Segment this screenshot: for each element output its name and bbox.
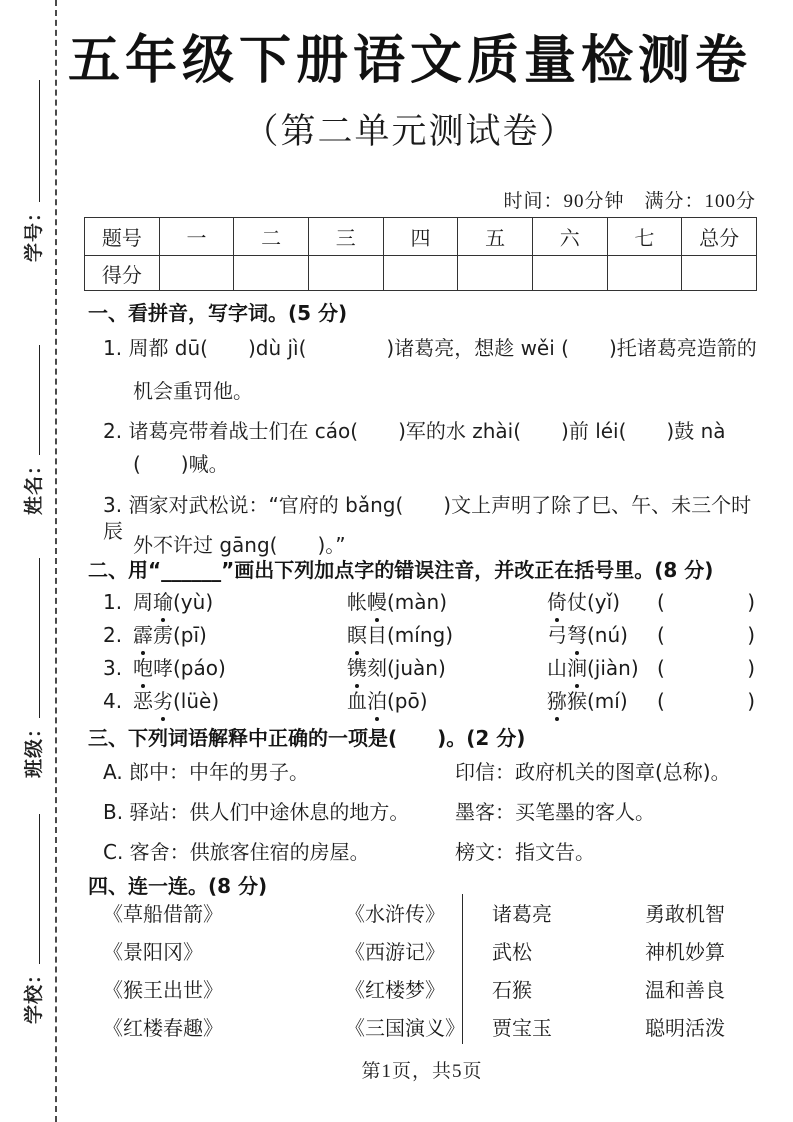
- book-chapter-title: 《猴王出世》: [103, 978, 223, 1002]
- score-table-header-cell: 七: [607, 218, 682, 256]
- word-item: [133, 589, 347, 615]
- word-pinyin: (míng): [387, 623, 454, 647]
- character-name: 武松: [492, 940, 532, 964]
- section-two-heading: 二、用“______”画出下列加点字的错误注音，并改正在括号里。(8 分): [88, 558, 714, 582]
- word-text: 刻: [367, 656, 387, 680]
- book-chapter-title: 《景阳冈》: [103, 940, 203, 964]
- choice-row-a: [103, 759, 758, 785]
- dotted-char: 霹: [133, 623, 153, 647]
- dotted-char: 弩: [567, 623, 587, 647]
- score-label-cell: 得分: [85, 256, 160, 291]
- dotted-char: 倚: [547, 590, 567, 614]
- page-title: 五年级下册语文质量检测卷: [67, 33, 752, 90]
- pinyin-correction-row: [103, 688, 755, 714]
- dotted-char: 瑜: [153, 590, 173, 614]
- word-text: 周: [133, 590, 153, 614]
- school-label: 学校：: [23, 963, 45, 1024]
- score-table-header-cell: 三: [308, 218, 383, 256]
- class-label: 班级：: [23, 717, 45, 778]
- character-trait: 勇敢机智: [645, 902, 725, 926]
- answer-parentheses: [657, 688, 755, 714]
- word-text: 雳: [153, 623, 173, 647]
- score-table-header-cell: 五: [458, 218, 533, 256]
- word-pinyin: (pī): [173, 623, 207, 647]
- paren-open: (: [657, 590, 665, 614]
- score-table-header-cell: 四: [383, 218, 458, 256]
- score-empty-cell: [383, 256, 458, 291]
- word-pinyin: (màn): [387, 590, 448, 614]
- score-empty-cell: [607, 256, 682, 291]
- margin-field-school: [19, 814, 45, 1024]
- character-trait: 聪明活泼: [645, 1016, 725, 1040]
- dotted-char: 幔: [367, 590, 387, 614]
- section-four-heading: 四、连一连。(8 分): [88, 874, 268, 898]
- page-number-footer: 第1页，共5页: [361, 1061, 483, 1082]
- word-text: 仗: [567, 590, 587, 614]
- score-empty-cell: [234, 256, 309, 291]
- choice-left: A. 郎中：中年的男子。: [103, 760, 310, 784]
- score-empty-cell: [159, 256, 234, 291]
- class-blank: [25, 558, 40, 718]
- dotted-char: 劣: [153, 689, 173, 713]
- student-id-label: 学号：: [23, 201, 45, 262]
- score-empty-cell: [682, 256, 757, 291]
- word-text: 目: [367, 623, 387, 647]
- page-subtitle: （第二单元测试卷）: [243, 112, 577, 151]
- paren-open: (: [657, 623, 665, 647]
- dotted-char: 涧: [567, 656, 587, 680]
- section-one-item2-line1: 2. 诸葛亮带着战士们在 cáo( )军的水 zhài( )前 léi( )鼓 nà: [103, 419, 726, 443]
- pinyin-correction-row: [103, 589, 755, 615]
- word-text: 恶: [133, 689, 153, 713]
- choice-row-b: [103, 799, 758, 825]
- answer-parentheses: [657, 589, 755, 615]
- word-pinyin: (lüè): [173, 689, 220, 713]
- pinyin-correction-row: [103, 655, 755, 681]
- word-item: [133, 688, 347, 714]
- score-table-score-row: [85, 256, 757, 291]
- section-one-item2-line2: ( )喊。: [133, 452, 229, 476]
- word-text: 哮: [153, 656, 173, 680]
- word-pinyin: (nú): [587, 623, 628, 647]
- paren-open: (: [657, 689, 665, 713]
- answer-parentheses: [657, 655, 755, 681]
- section-one-heading: 一、看拼音，写字词。(5 分): [88, 301, 348, 325]
- dotted-char: 泊: [367, 689, 387, 713]
- score-table-header-cell: 总分: [682, 218, 757, 256]
- section-one-item3-line2: 外不许过 gāng( )。”: [133, 533, 346, 557]
- score-table-header-cell: 题号: [85, 218, 160, 256]
- word-item: [347, 622, 547, 648]
- score-empty-cell: [458, 256, 533, 291]
- word-pinyin: (páo): [173, 656, 226, 680]
- name-blank: [25, 345, 40, 455]
- word-item: [347, 589, 547, 615]
- word-pinyin: (juàn): [387, 656, 446, 680]
- paren-close: ): [747, 689, 755, 713]
- section-three-heading: 三、下列词语解释中正确的一项是( )。(2 分): [88, 726, 526, 750]
- section-one-item1-line2: 机会重罚他。: [133, 379, 253, 403]
- character-name: 贾宝玉: [492, 1016, 552, 1040]
- choice-right: 榜文：指文告。: [455, 840, 595, 864]
- choice-left: C. 客舍：供旅客住宿的房屋。: [103, 840, 370, 864]
- word-item: [547, 589, 657, 615]
- word-item: [547, 622, 657, 648]
- matching-row: [103, 939, 758, 965]
- margin-field-student-id: [19, 80, 45, 262]
- matching-row: [103, 901, 758, 927]
- word-pinyin: (jiàn): [587, 656, 639, 680]
- score-table-header-row: [85, 218, 757, 256]
- name-label: 姓名：: [23, 454, 45, 515]
- pinyin-correction-row: [103, 622, 755, 648]
- dotted-char: 猕: [547, 689, 567, 713]
- word-pinyin: (yù): [173, 590, 214, 614]
- book-title: 《水浒传》: [345, 902, 445, 926]
- character-trait: 神机妙算: [645, 940, 725, 964]
- choice-right: 墨客：买笔墨的客人。: [455, 800, 655, 824]
- margin-field-class: [19, 558, 45, 778]
- score-table-header-cell: 六: [532, 218, 607, 256]
- book-chapter-title: 《草船借箭》: [103, 902, 223, 926]
- answer-parentheses: [657, 622, 755, 648]
- word-pinyin: (pō): [387, 689, 428, 713]
- word-text: 弓: [547, 623, 567, 647]
- margin-field-name: [19, 345, 45, 515]
- score-table-header-cell: 二: [234, 218, 309, 256]
- matching-row: [103, 1015, 758, 1041]
- row-number: 4.: [103, 689, 123, 713]
- word-text: 血: [347, 689, 367, 713]
- row-number: 2.: [103, 623, 123, 647]
- word-item: [347, 688, 547, 714]
- score-empty-cell: [308, 256, 383, 291]
- character-name: 石猴: [492, 978, 532, 1002]
- dotted-char: 咆: [133, 656, 153, 680]
- student-id-blank: [25, 80, 40, 202]
- dotted-char: 镌: [347, 656, 367, 680]
- book-chapter-title: 《红楼春趣》: [103, 1016, 223, 1040]
- word-pinyin: (mí): [587, 689, 628, 713]
- book-title: 《西游记》: [345, 940, 445, 964]
- word-item: [547, 655, 657, 681]
- school-blank: [25, 814, 40, 964]
- section-one-item3-line1: 3. 酒家对武松说：“官府的 bǎng( )文上声明了除了巳、午、未三个时辰: [103, 493, 752, 543]
- dotted-char: 瞑: [347, 623, 367, 647]
- paren-close: ): [747, 623, 755, 647]
- character-name: 诸葛亮: [492, 902, 552, 926]
- paren-open: (: [657, 656, 665, 680]
- section-one-item1-line1: 1. 周都 dū( )dù jì( )诸葛亮，想趁 wěi ( )托诸葛亮造箭的: [103, 336, 757, 360]
- score-table: [84, 217, 757, 291]
- word-text: 山: [547, 656, 567, 680]
- word-pinyin: (yǐ): [587, 590, 620, 614]
- choice-row-c: [103, 839, 758, 865]
- row-number: 1.: [103, 590, 123, 614]
- book-title: 《三国演义》: [345, 1016, 465, 1040]
- word-item: [133, 622, 347, 648]
- word-text: 帐: [347, 590, 367, 614]
- word-text: 猴: [567, 689, 587, 713]
- choice-left: B. 驿站：供人们中途休息的地方。: [103, 800, 410, 824]
- choice-right: 印信：政府机关的图章(总称)。: [455, 760, 731, 784]
- word-item: [347, 655, 547, 681]
- word-item: [133, 655, 347, 681]
- margin-fold-line: [55, 0, 57, 1122]
- paren-close: ): [747, 656, 755, 680]
- paren-close: ): [747, 590, 755, 614]
- score-empty-cell: [532, 256, 607, 291]
- matching-row: [103, 977, 758, 1003]
- book-title: 《红楼梦》: [345, 978, 445, 1002]
- exam-time-score-meta: 时间：90分钟 满分：100分: [503, 191, 756, 212]
- score-table-header-cell: 一: [159, 218, 234, 256]
- character-trait: 温和善良: [645, 978, 725, 1002]
- row-number: 3.: [103, 656, 123, 680]
- word-item: [547, 688, 657, 714]
